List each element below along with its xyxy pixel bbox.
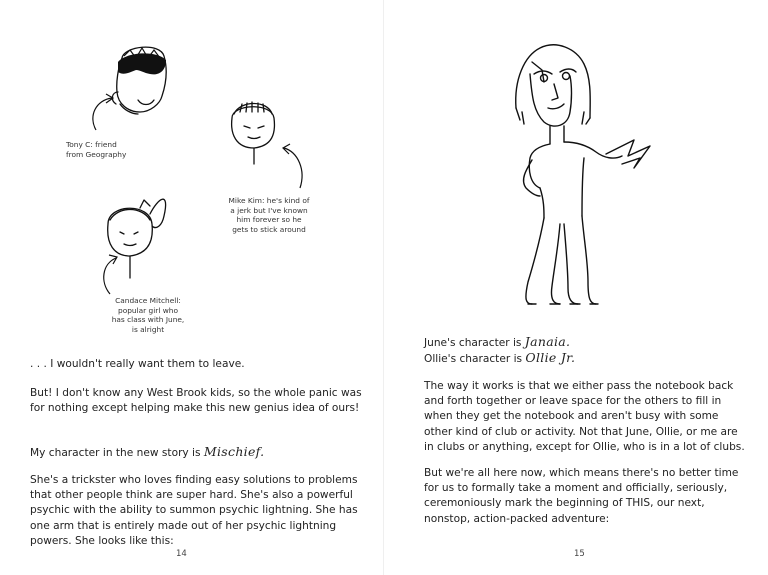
mike-kim-arrow <box>284 148 302 188</box>
ollie-character-line <box>424 350 744 367</box>
right-paragraph-2: But we're all here now, which means there's no better time for us to formally take a moment and officially, seriously, ceremoniously mark the beginning of THIS, our next, nonstop, action-packed adventure: <box>424 467 739 525</box>
tony-caption: Tony C: friend from Geography <box>66 140 127 159</box>
mischief-name: Mischief. <box>203 444 265 459</box>
june-character-line <box>424 334 744 351</box>
mike-kim-drawing <box>232 102 275 164</box>
ollie-intro-text: Ollie's character is <box>424 353 526 365</box>
page-number-left: 14 <box>176 549 187 559</box>
candace-arrow <box>104 258 116 294</box>
ollie-jr-name: Ollie Jr. <box>525 350 576 365</box>
june-intro-text: June's character is <box>424 337 525 349</box>
janaia-name: Janaia. <box>524 334 571 349</box>
candace-mitchell-drawing <box>108 199 166 278</box>
right-page <box>384 0 768 575</box>
tony-c-arrow <box>93 98 112 130</box>
left-paragraph-2: But! I don't know any West Brook kids, so the whole panic was for nothing except helping make this new genius idea of ours! <box>30 387 362 415</box>
candace-caption: Candace Mitchell: popular girl who has class with June, is alright <box>111 296 185 334</box>
character-intro-text: My character in the new story is <box>30 447 204 459</box>
mischief-drawing <box>516 45 650 304</box>
left-paragraph-1: . . . I wouldn't really want them to leave. <box>30 358 245 370</box>
mike-caption: Mike Kim: he's kind of a jerk but I've known him forever so he gets to stick around <box>228 196 310 234</box>
page-number-right: 15 <box>574 549 585 559</box>
right-paragraph-1: The way it works is that we either pass the notebook back and forth together or leave space for the others to fill in when they get the notebook and aren't busy with some other kind of club or activity. Not that June, Ollie, or me are in clubs or anything, except for Ollie, who is in a lot of clubs. <box>424 380 745 453</box>
left-paragraph-3 <box>30 444 360 461</box>
left-paragraph-4: She's a trickster who loves finding easy solutions to problems that other people think are super hard. She's also a powerful psychic with the ability to summon psychic lightning. She has one arm that is entirely made out of her psychic lightning powers. She looks like this: <box>30 474 358 547</box>
